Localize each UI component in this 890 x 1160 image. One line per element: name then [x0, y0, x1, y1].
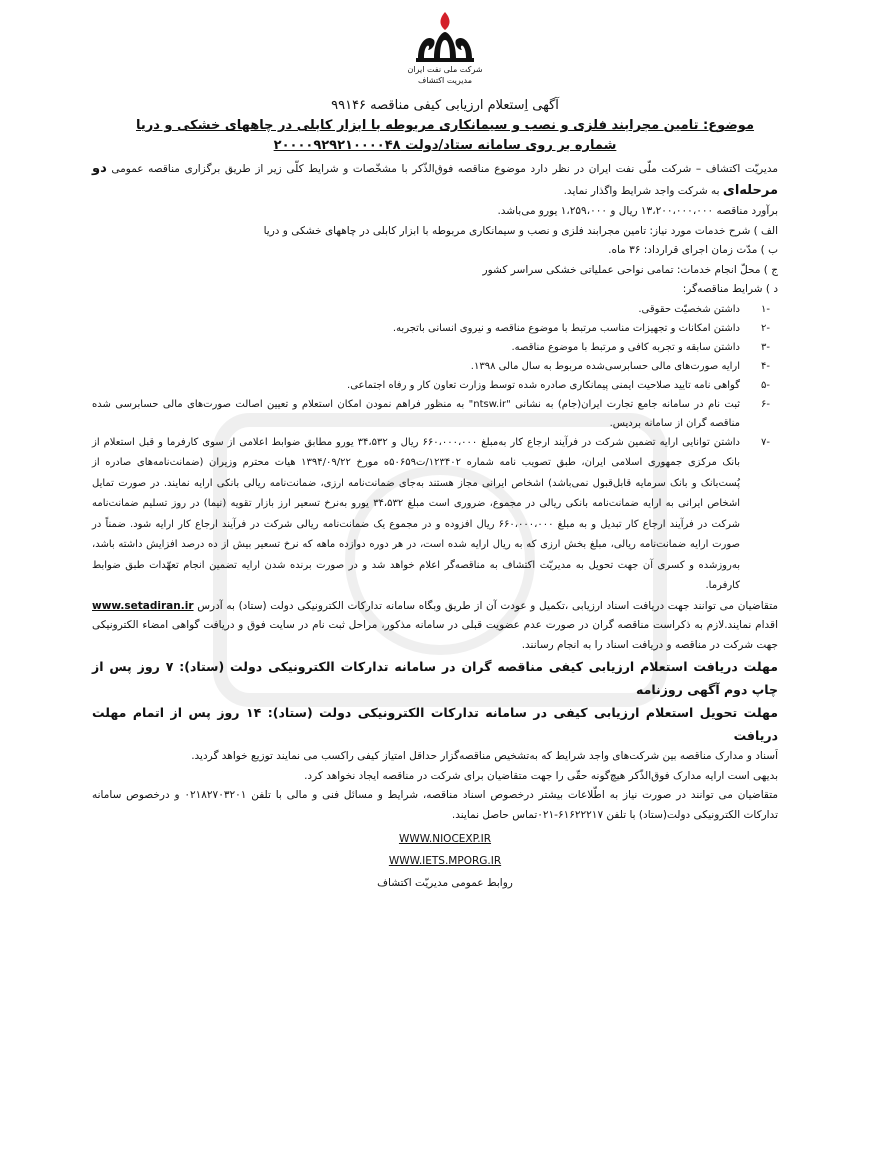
documents-paragraph: [92, 597, 778, 656]
condition-number: -۶: [761, 398, 770, 410]
detail-c-location: ج ) محلّ انجام خدمات: تمامی نواحی عملیاتی خشکی سراسر کشور: [482, 263, 778, 276]
estimate-line: برآورد مناقصه ۱۳،۲۰۰،۰۰۰،۰۰۰ ریال و ۱،۲۵۹،۰۰۰ یورو می‌باشد.: [497, 205, 778, 217]
footer: [0, 828, 890, 894]
logo-caption-company: شرکت ملی نفت ایران: [407, 65, 483, 74]
condition-item: [92, 338, 778, 357]
intro-bold-tender-type: دو مرحله‌ای: [92, 161, 778, 198]
condition-number: -۳: [761, 341, 770, 353]
condition-item: [92, 395, 778, 433]
condition-number: -۱: [761, 303, 770, 315]
nioc-flame-logo-icon: [410, 10, 480, 64]
notice-number: شماره بر روی سامانه ستاد/دولت ۲۰۰۰۰۹۲۹۲۱۰۰۰۰۴۸: [273, 138, 617, 153]
documents-text-end: اقدام نمایند.لازم به ذکراست مناقصه گران در صورت عدم عضویت قبلی در سامانه مذکور، مراحل ثبت نام در سایت فوق و دریافت گواهی امضاء الکترونیکی جهت شرکت در مناقصه و دریافت اسناد را به انجام رسانند.: [92, 619, 778, 651]
detail-b-duration: ب ) مدّت زمان اجرای قرارداد: ۳۶ ماه.: [608, 244, 778, 256]
condition-text: داشتن امکانات و تجهیزات مناسب مرتبط با موضوع مناقصه و نیروی انسانی باتجربه.: [392, 322, 740, 334]
logo-caption-division: مدیریت اکتشاف: [417, 76, 473, 85]
distribution-paragraph: اَسناد و مدارک مناقصه بین شرکت‌های واجد شرایط که به‌تشخیص مناقصه‌گزار حداقل امتیاز کیفی راکسب می نمایند توزیع خواهد گردید.: [191, 750, 778, 762]
notice-body: [92, 158, 778, 825]
condition-item: [92, 300, 778, 319]
notice-subject: موضوع: تامین مجرابند فلزی و نصب و سیمانکاری مربوطه با ابزار کابلی در چاههای خشکی و دریا: [135, 118, 755, 133]
notice-header: [90, 96, 800, 156]
condition-number: -۲: [761, 322, 770, 334]
condition-text: گواهی نامه تایید صلاحیت ایمنی پیمانکاری صادره شده توسط وزارت تعاون کار و رفاه اجتماعی.: [347, 379, 740, 391]
intro-text: مدیریّت اکتشاف – شرکت ملّی نفت ایران در نظر دارد موضوع مناقصه فوق‌الذّکر با مشخّصات و شرایط کلّی زیر از طریق برگزاری مناقصه عمومی: [111, 163, 778, 175]
niocexp-link[interactable]: WWW.NIOCEXP.IR: [398, 833, 492, 845]
company-logo: [0, 10, 890, 86]
intro-text-end: به شرکت واجد شرایط واگذار نماید.: [563, 185, 720, 197]
setadiran-link[interactable]: www.setadiran.ir: [92, 599, 194, 612]
documents-text: متقاضیان می توانند جهت دریافت اسناد ارزیابی ،تکمیل و عودت آن از طریق وبگاه سامانه تدارکات الکترونیکی دولت (ستاد) به آدرس: [197, 599, 779, 612]
condition-text: ثبت نام در سامانه جامع تجارت ایران(جام) به نشانی "ntsw.ir" به منظور فراهم نمودن امکان استعلام و تعیین اصالت صورت‌های مالی حسابرسی شده مناقصه گران از سامانه بردیس.: [92, 398, 740, 429]
contact-paragraph: متقاضیان می توانند در صورت نیاز به اطّلاعات بیشتر درخصوص اسناد مناقصه، شرایط و مسائل فنی و مالی با تلفن ۰۲۱۸۲۷۰۳۲۰۱ و درخصوص سامانه تدارکات الکترونیکی دولت(ستاد) با تلفن ۶۱۶۲۲۲۱۷-۰۲۱تماس حاصل نمایند.: [92, 789, 778, 821]
deadline-submit: مهلت تحویل استعلام ارزیابی کیفی در سامانه تدارکات الکترونیکی دولت (ستاد): ۱۴ روز پس از اتمام مهلت دریافت: [92, 705, 778, 743]
detail-a-services: الف ) شرح خدمات مورد نیاز: تامین مجرابند فلزی و نصب و سیمانکاری مربوطه با ابزار کابلی در چاههای خشکی و دریا: [263, 224, 778, 237]
condition-item: [92, 319, 778, 338]
detail-d-conditions-heading: د ) شرایط مناقصه‌گر:: [682, 283, 778, 295]
public-relations-signature: روابط عمومی مدیریّت اکتشاف: [377, 877, 513, 889]
condition-text: داشتن شخصیّت حقوقی.: [638, 303, 740, 315]
condition-item: [92, 357, 778, 376]
condition-text: داشتن سابقه و تجربه کافی و مرتبط با موضوع مناقصه.: [511, 341, 740, 353]
condition-number: -۵: [761, 379, 770, 391]
condition-text: ارایه صورت‌های مالی حسابرسی‌شده مربوط به سال مالی ۱۳۹۸.: [470, 360, 740, 372]
condition-text: داشتن توانایی ارایه تضمین شرکت در فرآیند ارجاع کار به‌مبلغ ۶۶۰،۰۰۰،۰۰۰ ریال و ۳۴،۵۳۲ یورو مطابق ضوابط اعلامی از سوی کارفرما و قبل استعلام از بانک مرکزی جمهوری اسلامی ایران، طبق تصویب نامه شماره ۱۲۳۴۰۲/ت۵۰۶۵۹ه مورخ ۱۳۹۴/۰۹/۲۲ هیات محترم وزیران (ضمانت‌نامه‌های صادره از پُست‌بانک و بانک سرمایه قابل‌قبول نمی‌باشد) اشخاص ایرانی مجاز هستند به‌جای ضمانت‌نامه ارزی، ضمانت‌نامه ریالی بانکی ارایه نمایند. در صورت تمایل اشخاص ایرانی به ارایه ضمانت‌نامه بانکی ریالی در مجموع، ضروری است مبلغ ۳۴،۵۳۲ یورو به‌نرخ تسعیر ارز بازار تقویه (نیما) در روز تسلیم ضمانت‌نامه شرکت در فرآیند ارجاع کار تبدیل و به مبلغ ۶۶۰،۰۰۰،۰۰۰ ریال افزوده و در مجموع یک ضمانت‌نامه ریالی شرکت در فرآیند ارجاع کار ارایه شود. ضمناً در صورت ارایه ضمانت‌نامه ریالی، مبلغ بخش ارزی که به ریال ارایه شده است، در هر دوره دوازده ماهه که نرخ تسعیر بیش از ده درصد افزایش داشته باشد، به‌روزشده و کسری آن جهت تحویل به مدیریّت اکتشاف به مناقصه‌گر اعلام خواهد شد و در صورت برنده شدن ارایه تضمین انجام تعهّدات طبق ضوابط کارفرما.: [92, 436, 740, 591]
iets-link[interactable]: WWW.IETS.MPORG.IR: [388, 855, 502, 867]
condition-number: -۴: [761, 360, 770, 372]
condition-item: [92, 433, 778, 597]
disclaimer-paragraph: بدیهی است ارایه مدارک فوق‌الذّکر هیچ‌گونه حقّی را جهت متقاضیان برای شرکت در مناقصه ایجاد نخواهد کرد.: [304, 769, 778, 782]
deadline-receive: مهلت دریافت استعلام ارزیابی کیفی مناقصه گران در سامانه تدارکات الکترونیکی دولت (ستاد): ۷ روز پس از چاپ دوم آگهی روزنامه: [92, 659, 779, 697]
intro-paragraph: [92, 158, 778, 202]
condition-item: [92, 376, 778, 395]
notice-title: آگهی اِستعلام ارزیابی کیفی مناقصه ۹۹۱۴۶: [331, 98, 559, 113]
conditions-list: [92, 300, 778, 597]
condition-number: -۷: [761, 436, 770, 448]
